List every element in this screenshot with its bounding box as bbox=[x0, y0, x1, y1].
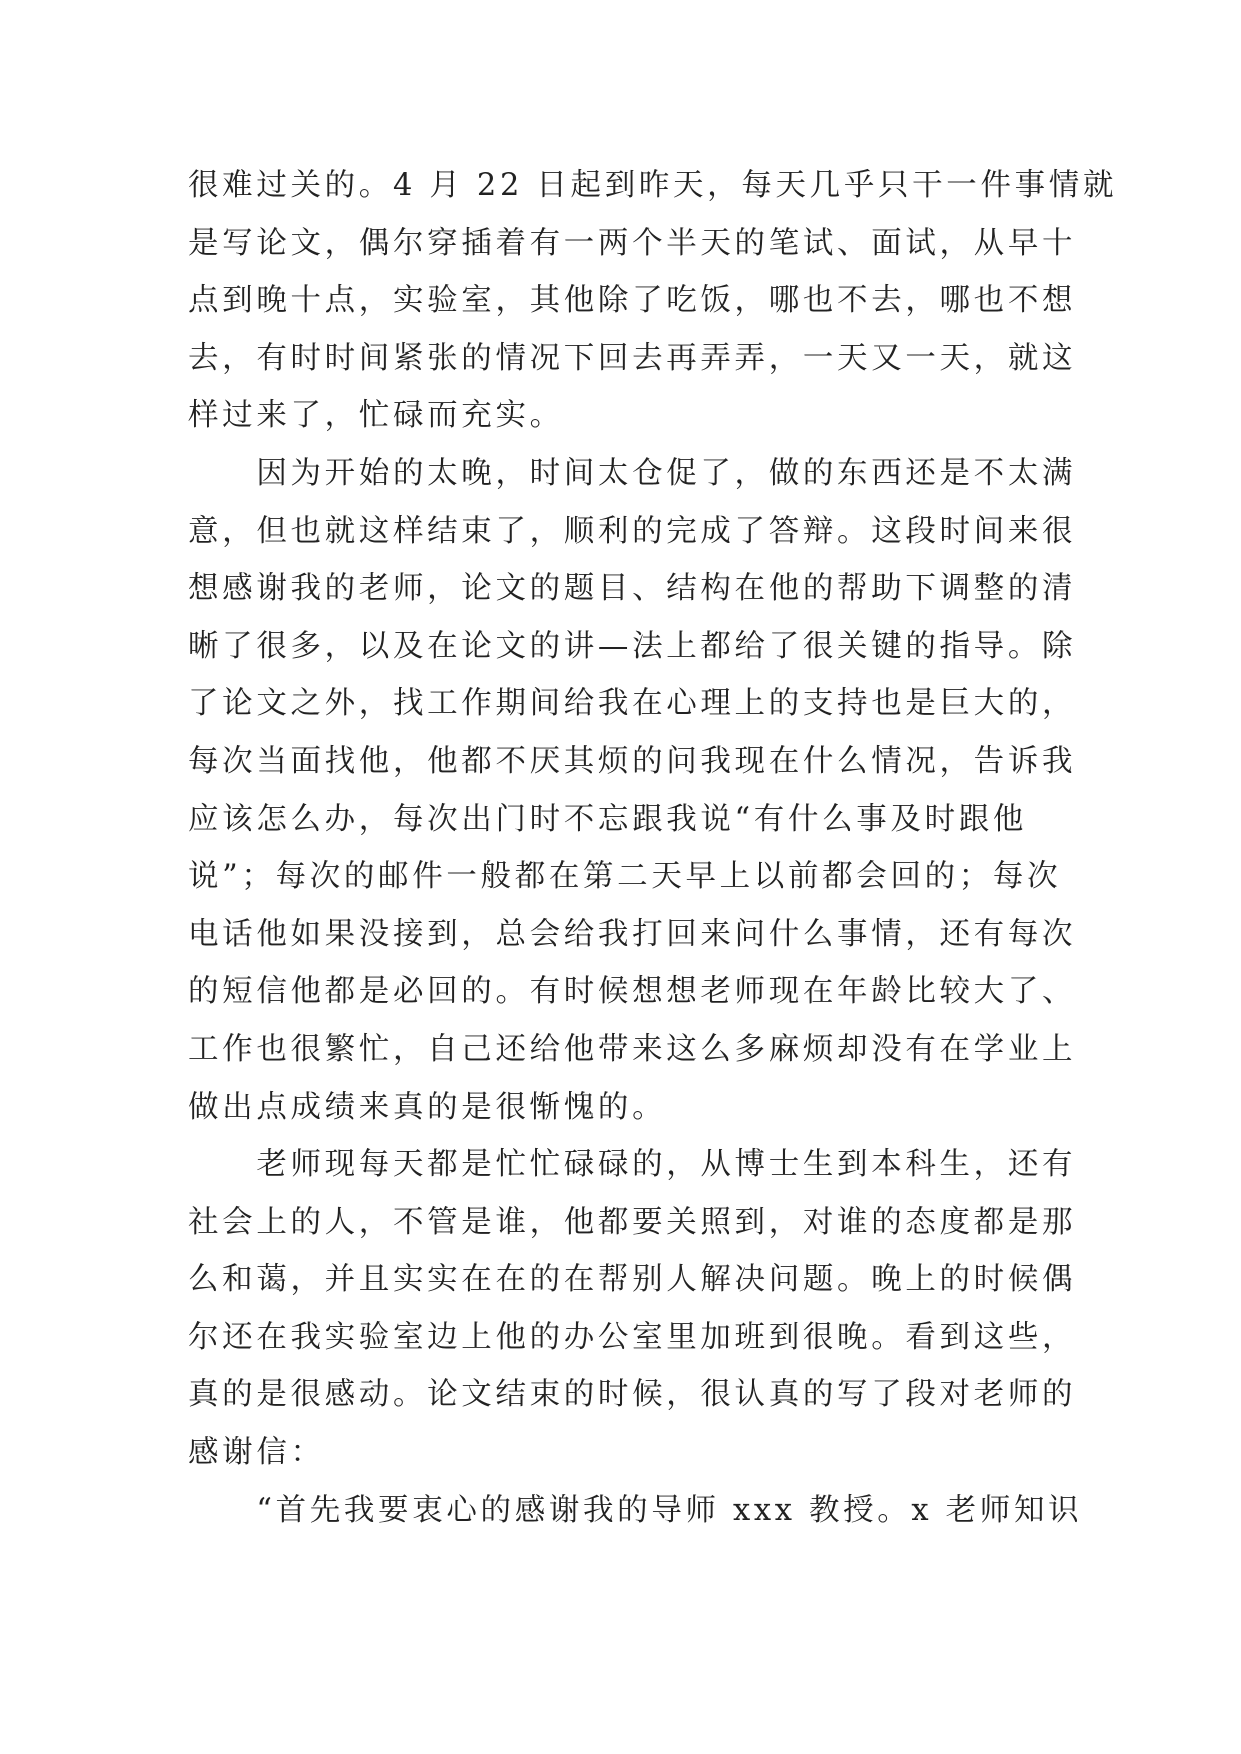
text-line: 点到晚十点，实验室，其他除了吃饭，哪也不去，哪也不想 bbox=[188, 283, 1077, 319]
text-line: 了论文之外，找工作期间给我在心理上的支持也是巨大的， bbox=[188, 686, 1077, 722]
text-line: 工作也很繁忙，自己还给他带来这么多麻烦却没有在学业上 bbox=[188, 1031, 1077, 1067]
text-line: 去，有时时间紧张的情况下回去再弄弄，一天又一天，就这 bbox=[188, 340, 1077, 376]
text-line: 意，但也就这样结束了，顺利的完成了答辩。这段时间来很 bbox=[188, 513, 1077, 549]
text-line: 做出点成绩来真的是很惭愧的。 bbox=[188, 1089, 667, 1125]
text-line: 是写论文，偶尔穿插着有一两个半天的笔试、面试，从早十 bbox=[188, 225, 1077, 261]
text-line: 的短信他都是必回的。有时候想想老师现在年龄比较大了、 bbox=[188, 974, 1077, 1010]
text-line: 晰了很多，以及在论文的讲—法上都给了很关键的指导。除 bbox=[188, 628, 1077, 664]
paragraph-start-line: 老师现每天都是忙忙碌碌的，从博士生到本科生，还有 bbox=[188, 1147, 1077, 1183]
text-line: 每次当面找他，他都不厌其烦的问我现在什么情况，告诉我 bbox=[188, 743, 1077, 779]
text-line: 说”；每次的邮件一般都在第二天早上以前都会回的；每次 bbox=[188, 859, 1062, 895]
text-line: 尔还在我实验室边上他的办公室里加班到很晚。看到这些， bbox=[188, 1319, 1077, 1355]
text-line: 真的是很感动。论文结束的时候，很认真的写了段对老师的 bbox=[188, 1377, 1077, 1413]
text-line: 应该怎么办，每次出门时不忘跟我说“有什么事及时跟他 bbox=[188, 801, 1028, 837]
paragraph-start-line: 因为开始的太晚，时间太仓促了，做的东西还是不太满 bbox=[188, 455, 1077, 491]
body-text bbox=[188, 157, 1118, 1539]
text-line: 么和蔼，并且实实在在的在帮别人解决问题。晚上的时候偶 bbox=[188, 1262, 1077, 1298]
text-line: 想感谢我的老师，论文的题目、结构在他的帮助下调整的清 bbox=[188, 571, 1077, 607]
text-line: 感谢信： bbox=[188, 1435, 325, 1471]
text-line: 电话他如果没接到，总会给我打回来问什么事情，还有每次 bbox=[188, 916, 1077, 952]
paragraph-start-line: “首先我要衷心的感谢我的导师 xxx 教授。x 老师知识 bbox=[188, 1492, 1083, 1528]
text-line: 样过来了，忙碌而充实。 bbox=[188, 398, 564, 434]
text-line: 很难过关的。4 月 22 日起到昨天，每天几乎只干一件事情就 bbox=[188, 168, 1118, 203]
text-line: 社会上的人，不管是谁，他都要关照到，对谁的态度都是那 bbox=[188, 1204, 1077, 1240]
